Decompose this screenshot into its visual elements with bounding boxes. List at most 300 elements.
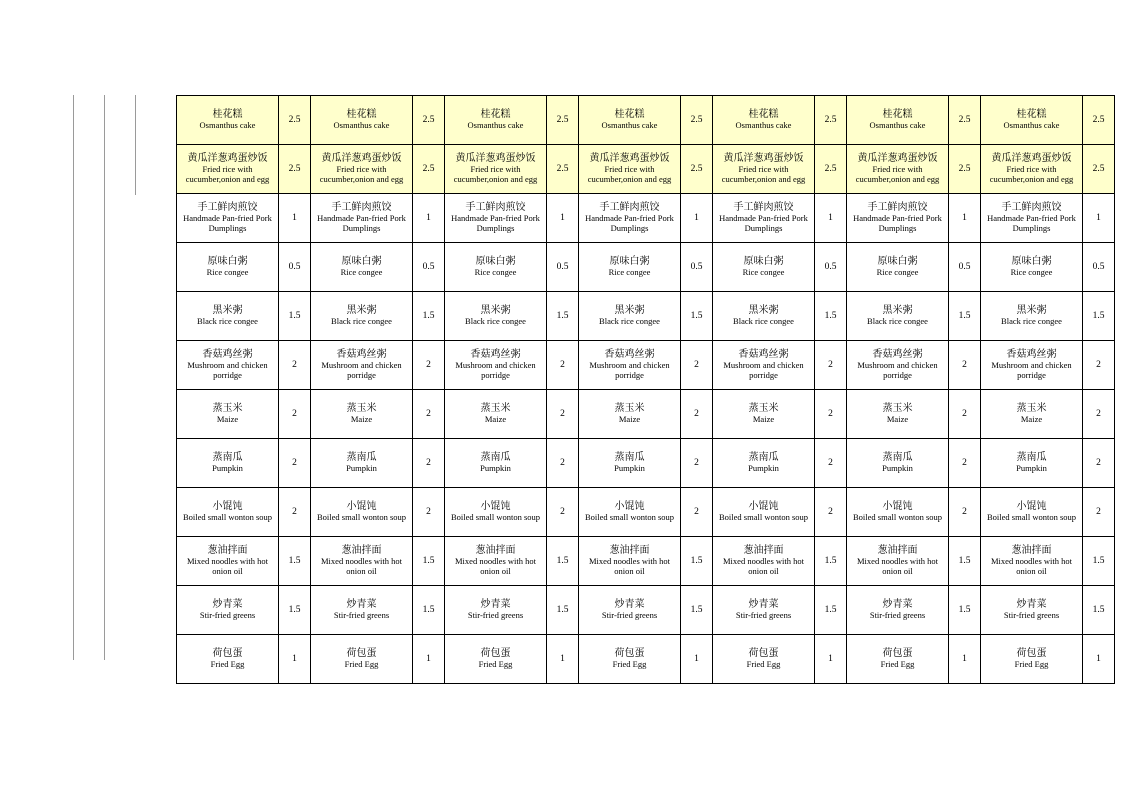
menu-item-name-cell: [177, 243, 279, 292]
menu-item-name-cn: 黄瓜洋葱鸡蛋炒饭: [589, 152, 670, 164]
menu-item-name-cn: 荷包蛋: [882, 647, 913, 659]
menu-item-name-cn: 炒青菜: [882, 598, 913, 610]
menu-item-name-cn: 原味白粥: [743, 255, 784, 267]
menu-item-name-cell: [311, 292, 413, 341]
menu-item-name-cn: 小馄饨: [614, 500, 645, 512]
menu-item-name-cn: 香菇鸡丝粥: [470, 348, 521, 360]
menu-item-price-cell: 1.5: [815, 586, 847, 635]
menu-item-name-cn: 蒸南瓜: [1016, 451, 1047, 463]
menu-item-price-cell: 2: [949, 341, 981, 390]
menu-item-price-cell: 2: [681, 390, 713, 439]
table-row: [177, 635, 1115, 684]
menu-item-name-cell: [579, 145, 681, 194]
menu-item-name-cn: 原味白粥: [609, 255, 650, 267]
menu-item-name-en: Fried Egg: [344, 659, 379, 670]
menu-item-price-cell: 0.5: [815, 243, 847, 292]
menu-item-name-cn: 黄瓜洋葱鸡蛋炒饭: [991, 152, 1072, 164]
menu-item-name-cell: [981, 390, 1083, 439]
menu-item-name-cn: 炒青菜: [614, 598, 645, 610]
menu-item-name-cell: [981, 292, 1083, 341]
menu-item-name-cell: [981, 439, 1083, 488]
menu-item-price-cell: 2.5: [547, 145, 579, 194]
menu-item-name-cell: [713, 243, 815, 292]
menu-item-name-cell: [981, 194, 1083, 243]
menu-item-name-cn: 炒青菜: [480, 598, 511, 610]
menu-item-name-cn: 小馄饨: [346, 500, 377, 512]
menu-item-price-cell: 1: [1083, 194, 1115, 243]
menu-item-name-cell: [445, 439, 547, 488]
menu-item-name-cell: [177, 96, 279, 145]
menu-item-name-cn: 荷包蛋: [480, 647, 511, 659]
menu-item-price-cell: 1.5: [681, 586, 713, 635]
menu-item-price-cell: 2: [681, 341, 713, 390]
menu-item-price-cell: 2: [815, 439, 847, 488]
menu-item-name-cell: [311, 243, 413, 292]
menu-item-name-cn: 黑米粥: [346, 304, 377, 316]
menu-item-name-cn: 桂花糕: [748, 108, 779, 120]
menu-item-name-cn: 蒸南瓜: [480, 451, 511, 463]
menu-item-name-en: Boiled small wonton soup: [584, 512, 674, 523]
menu-item-price-cell: 2.5: [1083, 145, 1115, 194]
menu-item-price-cell: 2: [1083, 488, 1115, 537]
menu-item-name-en: Maize: [886, 414, 909, 425]
menu-item-name-en: Maize: [484, 414, 507, 425]
menu-item-name-cell: [981, 586, 1083, 635]
menu-item-price-cell: 2.5: [1083, 96, 1115, 145]
menu-item-name-en: Mushroom and chicken porridge: [455, 360, 536, 381]
menu-item-price-cell: 1.5: [815, 537, 847, 586]
menu-item-name-en: Pumpkin: [882, 463, 913, 474]
menu-item-name-cell: [445, 635, 547, 684]
menu-item-name-cell: [177, 635, 279, 684]
menu-item-name-cn: 葱油拌面: [877, 544, 918, 556]
menu-item-price-cell: 1: [681, 194, 713, 243]
menu-item-name-en: Handmade Pan-fried Pork Dumplings: [987, 213, 1076, 234]
menu-item-name-cell: [981, 96, 1083, 145]
menu-item-price-cell: 2: [949, 488, 981, 537]
menu-item-price-cell: 1.5: [1083, 586, 1115, 635]
menu-item-name-en: Rice congee: [206, 267, 249, 278]
margin-guide-left-middle: [104, 95, 105, 660]
menu-item-name-en: Handmade Pan-fried Pork Dumplings: [719, 213, 808, 234]
menu-item-name-cell: [311, 194, 413, 243]
menu-item-name-cell: [177, 439, 279, 488]
menu-item-price-cell: 1.5: [279, 537, 311, 586]
menu-item-name-en: Fried rice with cucumber,onion and egg: [319, 164, 404, 185]
menu-item-name-en: Fried Egg: [1014, 659, 1049, 670]
menu-item-name-cn: 黄瓜洋葱鸡蛋炒饭: [187, 152, 268, 164]
menu-item-name-cn: 手工鲜肉煎饺: [465, 201, 526, 213]
menu-item-price-cell: 1.5: [1083, 292, 1115, 341]
menu-item-name-en: Mixed noodles with hot onion oil: [187, 556, 268, 577]
menu-item-price-cell: 1: [279, 635, 311, 684]
menu-item-name-en: Fried rice with cucumber,onion and egg: [587, 164, 672, 185]
menu-item-name-en: Black rice congee: [197, 316, 258, 327]
menu-item-name-en: Handmade Pan-fried Pork Dumplings: [451, 213, 540, 234]
menu-item-price-cell: 2.5: [681, 96, 713, 145]
menu-item-name-en: Mixed noodles with hot onion oil: [991, 556, 1072, 577]
menu-item-name-en: Handmade Pan-fried Pork Dumplings: [317, 213, 406, 234]
menu-item-price-cell: 2: [413, 488, 445, 537]
menu-item-name-cn: 荷包蛋: [1016, 647, 1047, 659]
menu-item-name-en: Mixed noodles with hot onion oil: [723, 556, 804, 577]
menu-item-price-cell: 2: [413, 341, 445, 390]
menu-item-name-en: Osmanthus cake: [601, 120, 658, 131]
menu-item-name-cn: 香菇鸡丝粥: [1006, 348, 1057, 360]
menu-item-name-en: Rice congee: [742, 267, 785, 278]
menu-item-name-cn: 黄瓜洋葱鸡蛋炒饭: [321, 152, 402, 164]
menu-item-name-cn: 黑米粥: [1016, 304, 1047, 316]
table-row: [177, 537, 1115, 586]
menu-item-name-cell: [445, 390, 547, 439]
menu-item-price-cell: 1.5: [949, 537, 981, 586]
menu-item-name-cn: 原味白粥: [341, 255, 382, 267]
table-row: [177, 488, 1115, 537]
menu-item-name-en: Boiled small wonton soup: [316, 512, 406, 523]
menu-item-name-cell: [847, 390, 949, 439]
menu-item-name-cn: 蒸玉米: [480, 402, 511, 414]
menu-item-price-cell: 2.5: [815, 145, 847, 194]
menu-item-name-cn: 小馄饨: [882, 500, 913, 512]
menu-item-price-cell: 2: [413, 439, 445, 488]
menu-sheet: [176, 95, 1105, 684]
menu-item-name-cell: [579, 292, 681, 341]
table-row: [177, 194, 1115, 243]
menu-item-name-cn: 桂花糕: [212, 108, 243, 120]
menu-item-name-cell: [177, 292, 279, 341]
menu-item-price-cell: 2: [1083, 341, 1115, 390]
menu-item-name-en: Maize: [752, 414, 775, 425]
menu-item-name-cell: [311, 635, 413, 684]
menu-item-name-en: Pumpkin: [1016, 463, 1047, 474]
menu-item-price-cell: 2.5: [413, 145, 445, 194]
menu-item-name-cell: [445, 145, 547, 194]
menu-item-name-en: Stir-fried greens: [467, 610, 524, 621]
menu-item-price-cell: 1.5: [547, 292, 579, 341]
menu-item-price-cell: 1: [1083, 635, 1115, 684]
menu-item-price-cell: 1: [681, 635, 713, 684]
menu-item-name-cn: 葱油拌面: [207, 544, 248, 556]
menu-item-name-en: Rice congee: [340, 267, 383, 278]
menu-item-name-cell: [445, 586, 547, 635]
menu-item-name-cn: 蒸玉米: [614, 402, 645, 414]
menu-item-name-cn: 蒸南瓜: [614, 451, 645, 463]
menu-item-name-en: Fried Egg: [880, 659, 915, 670]
menu-item-price-cell: 2.5: [949, 145, 981, 194]
menu-item-name-cell: [713, 537, 815, 586]
menu-item-name-en: Pumpkin: [748, 463, 779, 474]
menu-item-price-cell: 1: [949, 635, 981, 684]
menu-item-name-en: Pumpkin: [346, 463, 377, 474]
menu-item-name-en: Fried Egg: [746, 659, 781, 670]
menu-item-name-en: Rice congee: [876, 267, 919, 278]
menu-item-price-cell: 2.5: [279, 96, 311, 145]
menu-item-name-cell: [177, 341, 279, 390]
menu-item-price-cell: 2: [681, 439, 713, 488]
menu-item-name-en: Mushroom and chicken porridge: [589, 360, 670, 381]
menu-item-price-cell: 1.5: [279, 586, 311, 635]
menu-item-name-cell: [445, 341, 547, 390]
menu-item-name-cn: 手工鲜肉煎饺: [331, 201, 392, 213]
menu-item-name-cn: 桂花糕: [882, 108, 913, 120]
menu-item-name-en: Stir-fried greens: [333, 610, 390, 621]
menu-item-name-cell: [311, 586, 413, 635]
menu-item-name-cell: [847, 439, 949, 488]
menu-item-price-cell: 1.5: [547, 586, 579, 635]
menu-item-name-cell: [847, 96, 949, 145]
menu-item-name-cell: [177, 537, 279, 586]
menu-item-name-cn: 小馄饨: [1016, 500, 1047, 512]
margin-guide-left-inner: [135, 95, 136, 195]
menu-item-name-cell: [177, 488, 279, 537]
menu-item-name-cn: 香菇鸡丝粥: [202, 348, 253, 360]
menu-item-price-cell: 2: [1083, 390, 1115, 439]
menu-item-name-cell: [579, 537, 681, 586]
menu-item-name-cell: [445, 537, 547, 586]
menu-item-name-en: Osmanthus cake: [1003, 120, 1060, 131]
menu-item-name-cn: 桂花糕: [1016, 108, 1047, 120]
menu-item-price-cell: 1.5: [815, 292, 847, 341]
menu-item-price-cell: 2.5: [279, 145, 311, 194]
menu-item-price-cell: 0.5: [681, 243, 713, 292]
menu-item-price-cell: 1.5: [413, 292, 445, 341]
menu-item-price-cell: 2: [815, 341, 847, 390]
menu-item-name-en: Stir-fried greens: [601, 610, 658, 621]
menu-item-price-cell: 2: [1083, 439, 1115, 488]
menu-item-name-cell: [311, 390, 413, 439]
menu-item-name-cell: [847, 243, 949, 292]
menu-item-name-cell: [713, 635, 815, 684]
menu-item-price-cell: 1: [413, 194, 445, 243]
menu-item-price-cell: 0.5: [279, 243, 311, 292]
menu-item-name-cn: 葱油拌面: [743, 544, 784, 556]
menu-item-name-cn: 炒青菜: [346, 598, 377, 610]
menu-item-name-cn: 黄瓜洋葱鸡蛋炒饭: [455, 152, 536, 164]
menu-item-name-en: Osmanthus cake: [199, 120, 256, 131]
menu-item-price-cell: 1: [547, 194, 579, 243]
menu-item-name-cell: [981, 635, 1083, 684]
menu-item-name-cell: [847, 194, 949, 243]
menu-item-price-cell: 0.5: [1083, 243, 1115, 292]
menu-item-price-cell: 2: [815, 488, 847, 537]
menu-item-name-cn: 葱油拌面: [1011, 544, 1052, 556]
menu-item-name-en: Mushroom and chicken porridge: [723, 360, 804, 381]
menu-item-name-cn: 原味白粥: [1011, 255, 1052, 267]
menu-item-name-cn: 蒸南瓜: [212, 451, 243, 463]
menu-item-price-cell: 1: [949, 194, 981, 243]
menu-item-price-cell: 1: [279, 194, 311, 243]
menu-item-name-cell: [847, 537, 949, 586]
menu-item-name-en: Boiled small wonton soup: [182, 512, 272, 523]
menu-item-price-cell: 0.5: [547, 243, 579, 292]
menu-item-name-cell: [713, 292, 815, 341]
menu-item-name-cell: [579, 243, 681, 292]
menu-item-name-en: Rice congee: [608, 267, 651, 278]
menu-item-name-cell: [981, 341, 1083, 390]
menu-item-price-cell: 1.5: [681, 292, 713, 341]
menu-item-name-cell: [579, 341, 681, 390]
menu-item-name-cn: 小馄饨: [480, 500, 511, 512]
menu-item-name-cn: 蒸南瓜: [882, 451, 913, 463]
menu-item-name-cn: 小馄饨: [748, 500, 779, 512]
menu-item-name-cn: 黑米粥: [614, 304, 645, 316]
menu-item-name-cell: [579, 96, 681, 145]
menu-item-name-cell: [177, 586, 279, 635]
menu-item-name-en: Boiled small wonton soup: [450, 512, 540, 523]
menu-item-price-cell: 2: [547, 488, 579, 537]
menu-item-name-cell: [713, 488, 815, 537]
menu-item-name-cn: 荷包蛋: [212, 647, 243, 659]
menu-item-price-cell: 2: [949, 439, 981, 488]
table-row: [177, 292, 1115, 341]
table-row: [177, 586, 1115, 635]
menu-item-name-en: Osmanthus cake: [735, 120, 792, 131]
menu-item-price-cell: 2: [279, 439, 311, 488]
menu-item-price-cell: 2: [547, 390, 579, 439]
menu-item-price-cell: 1.5: [413, 586, 445, 635]
menu-item-name-cell: [445, 292, 547, 341]
menu-item-name-cn: 蒸玉米: [882, 402, 913, 414]
menu-item-name-cn: 桂花糕: [614, 108, 645, 120]
menu-item-name-cell: [981, 145, 1083, 194]
menu-item-name-cell: [311, 145, 413, 194]
menu-item-price-cell: 2.5: [949, 96, 981, 145]
menu-item-name-en: Fried rice with cucumber,onion and egg: [989, 164, 1074, 185]
menu-item-name-en: Black rice congee: [465, 316, 526, 327]
menu-item-name-cell: [713, 145, 815, 194]
menu-item-name-en: Maize: [618, 414, 641, 425]
menu-item-name-en: Maize: [216, 414, 239, 425]
menu-item-name-cn: 黑米粥: [748, 304, 779, 316]
menu-item-name-cell: [981, 488, 1083, 537]
menu-item-name-en: Rice congee: [1010, 267, 1053, 278]
menu-table: [176, 95, 1115, 684]
menu-item-name-cn: 蒸玉米: [212, 402, 243, 414]
menu-item-name-cn: 荷包蛋: [748, 647, 779, 659]
menu-item-name-en: Mushroom and chicken porridge: [991, 360, 1072, 381]
menu-item-name-cell: [713, 390, 815, 439]
menu-item-price-cell: 2: [279, 488, 311, 537]
menu-item-name-cn: 蒸玉米: [748, 402, 779, 414]
menu-item-name-cn: 葱油拌面: [609, 544, 650, 556]
menu-item-name-cell: [847, 488, 949, 537]
menu-item-name-cell: [579, 488, 681, 537]
menu-item-name-cell: [311, 537, 413, 586]
menu-item-name-cn: 葱油拌面: [341, 544, 382, 556]
menu-item-name-cell: [847, 292, 949, 341]
menu-item-name-cn: 炒青菜: [212, 598, 243, 610]
menu-item-name-en: Stir-fried greens: [869, 610, 926, 621]
menu-item-name-en: Fried Egg: [210, 659, 245, 670]
menu-item-price-cell: 2: [413, 390, 445, 439]
menu-item-name-en: Mixed noodles with hot onion oil: [321, 556, 402, 577]
menu-item-name-cell: [445, 96, 547, 145]
menu-item-name-en: Black rice congee: [599, 316, 660, 327]
menu-item-name-cell: [445, 243, 547, 292]
menu-item-name-cn: 炒青菜: [1016, 598, 1047, 610]
menu-item-name-cn: 原味白粥: [207, 255, 248, 267]
table-row: [177, 145, 1115, 194]
menu-item-price-cell: 2.5: [815, 96, 847, 145]
menu-item-name-cn: 葱油拌面: [475, 544, 516, 556]
menu-item-price-cell: 2.5: [547, 96, 579, 145]
menu-item-name-en: Black rice congee: [867, 316, 928, 327]
menu-item-name-cn: 手工鲜肉煎饺: [1001, 201, 1062, 213]
menu-item-name-cell: [579, 439, 681, 488]
menu-item-name-cn: 黑米粥: [212, 304, 243, 316]
menu-item-price-cell: 1: [815, 194, 847, 243]
menu-item-name-cn: 手工鲜肉煎饺: [599, 201, 660, 213]
menu-item-name-en: Rice congee: [474, 267, 517, 278]
menu-item-name-en: Mushroom and chicken porridge: [321, 360, 402, 381]
menu-item-name-en: Mixed noodles with hot onion oil: [857, 556, 938, 577]
menu-item-name-en: Stir-fried greens: [1003, 610, 1060, 621]
margin-guide-left-outer: [73, 95, 74, 660]
menu-item-price-cell: 1: [815, 635, 847, 684]
menu-item-name-cell: [847, 635, 949, 684]
menu-item-name-en: Fried Egg: [612, 659, 647, 670]
menu-item-name-cn: 蒸玉米: [1016, 402, 1047, 414]
menu-item-price-cell: 1.5: [1083, 537, 1115, 586]
menu-item-name-cn: 香菇鸡丝粥: [872, 348, 923, 360]
menu-item-name-en: Mushroom and chicken porridge: [857, 360, 938, 381]
menu-item-name-cn: 手工鲜肉煎饺: [197, 201, 258, 213]
menu-item-name-en: Fried rice with cucumber,onion and egg: [453, 164, 538, 185]
menu-item-name-en: Handmade Pan-fried Pork Dumplings: [183, 213, 272, 234]
menu-item-name-en: Black rice congee: [733, 316, 794, 327]
menu-item-name-en: Maize: [350, 414, 373, 425]
menu-item-name-cell: [713, 439, 815, 488]
menu-item-name-cell: [445, 488, 547, 537]
menu-item-name-cell: [445, 194, 547, 243]
menu-item-price-cell: 1.5: [949, 292, 981, 341]
menu-item-name-cell: [981, 243, 1083, 292]
menu-item-name-en: Black rice congee: [1001, 316, 1062, 327]
menu-item-name-cn: 黑米粥: [882, 304, 913, 316]
menu-item-name-cn: 手工鲜肉煎饺: [733, 201, 794, 213]
menu-item-price-cell: 2: [279, 341, 311, 390]
menu-item-name-en: Mixed noodles with hot onion oil: [589, 556, 670, 577]
menu-item-name-en: Boiled small wonton soup: [718, 512, 808, 523]
menu-item-price-cell: 1.5: [681, 537, 713, 586]
menu-item-name-cell: [847, 586, 949, 635]
menu-item-name-cn: 小馄饨: [212, 500, 243, 512]
menu-item-name-cell: [579, 390, 681, 439]
menu-item-name-en: Pumpkin: [212, 463, 243, 474]
menu-item-price-cell: 1.5: [949, 586, 981, 635]
menu-item-name-cell: [713, 96, 815, 145]
menu-item-name-cn: 黄瓜洋葱鸡蛋炒饭: [857, 152, 938, 164]
menu-item-name-en: Fried Egg: [478, 659, 513, 670]
menu-item-price-cell: 1.5: [413, 537, 445, 586]
menu-item-name-cell: [579, 635, 681, 684]
menu-item-name-en: Osmanthus cake: [467, 120, 524, 131]
menu-item-name-cn: 原味白粥: [877, 255, 918, 267]
menu-item-price-cell: 2: [547, 439, 579, 488]
menu-item-name-cn: 原味白粥: [475, 255, 516, 267]
menu-item-name-en: Fried rice with cucumber,onion and egg: [721, 164, 806, 185]
menu-item-name-en: Boiled small wonton soup: [852, 512, 942, 523]
menu-item-name-cell: [177, 145, 279, 194]
menu-item-name-en: Pumpkin: [480, 463, 511, 474]
table-row: [177, 439, 1115, 488]
table-row: [177, 243, 1115, 292]
menu-item-price-cell: 2: [815, 390, 847, 439]
menu-item-price-cell: 2: [279, 390, 311, 439]
table-row: [177, 96, 1115, 145]
menu-item-name-en: Boiled small wonton soup: [986, 512, 1076, 523]
menu-item-name-cell: [311, 341, 413, 390]
